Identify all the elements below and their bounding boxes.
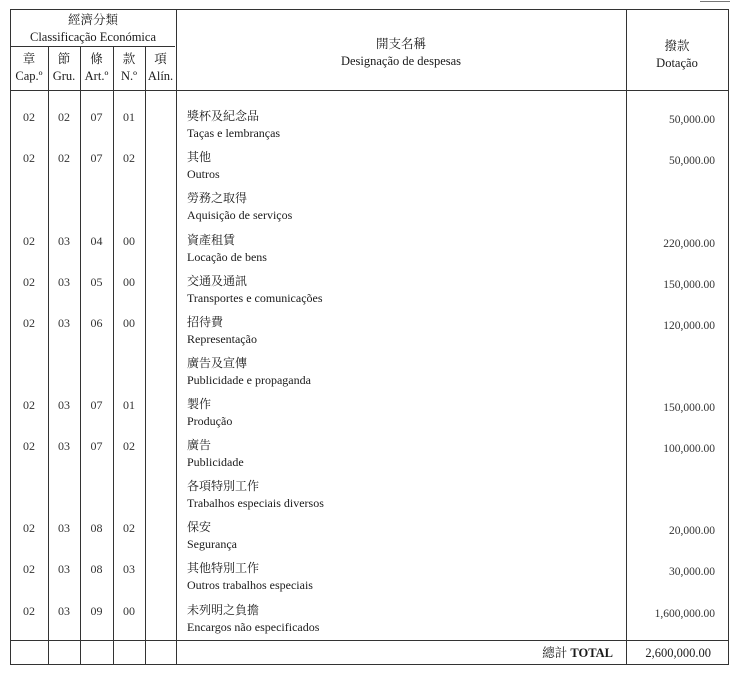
row-desc-pt: Segurança [187,537,237,551]
row-amount: 100,000.00 [663,443,715,455]
class-header-pt: Classificação Económica [30,30,156,44]
amount-header-pt: Dotação [656,56,698,70]
row-gru-code: 03 [58,521,70,535]
row-desc-pt: Outros [187,167,220,181]
amount-header-zh: 撥款 [664,39,690,53]
row-desc-zh: 其他特別工作 [187,561,260,575]
desc-header-pt: Designação de despesas [340,54,462,68]
row-amount: 1,600,000.00 [654,608,715,620]
n-header-zh: 款 [122,52,136,66]
row-desc-pt: Produção [187,414,233,428]
row-gru-code: 03 [58,316,70,330]
row-desc-zh: 各項特別工作 [187,479,260,493]
alin-header-zh: 項 [154,52,167,66]
row-amount: 50,000.00 [669,114,715,126]
row-art-code: 06 [90,316,103,330]
row-n-code: 03 [123,562,135,576]
row-art-code: 07 [90,439,103,453]
gru-header-zh: 節 [57,52,71,66]
row-desc-pt: Transportes e comunicações [187,291,323,305]
row-gru-code: 03 [58,562,70,576]
table-top-border [10,9,729,10]
row-desc-pt: Trabalhos especiais diversos [187,496,324,510]
row-gru-code: 03 [58,439,70,453]
row-amount: 20,000.00 [669,525,715,537]
row-art-code: 09 [90,604,103,618]
row-n-code: 02 [123,151,135,165]
row-desc-pt: Publicidade e propaganda [187,373,311,387]
row-desc-pt: Outros trabalhos especiais [187,578,313,592]
row-desc-zh: 廣告 [187,438,212,452]
row-desc-zh: 資產租賃 [187,233,236,247]
row-n-code: 02 [123,521,135,535]
art-header-zh: 條 [90,52,103,66]
row-amount: 220,000.00 [663,238,715,250]
row-cap-code: 02 [23,604,35,618]
alin-header-pt: Alín. [147,69,174,83]
row-desc-zh: 廣告及宣傳 [187,356,248,370]
row-art-code: 05 [90,275,103,289]
row-art-code: 08 [90,521,103,535]
row-cap-code: 02 [23,151,35,165]
row-gru-code: 02 [58,110,70,124]
row-cap-code: 02 [23,439,35,453]
table-right-border [728,9,729,665]
row-desc-zh: 交通及通訊 [187,274,248,288]
total-amount: 2,600,000.00 [645,646,711,660]
row-n-code: 00 [123,234,135,248]
cap-header-pt: Cap.º [15,69,43,83]
row-n-code: 01 [123,110,135,124]
row-cap-code: 02 [23,398,35,412]
row-n-code: 02 [123,439,135,453]
class-header-zh: 經濟分類 [67,13,118,27]
row-art-code: 07 [90,110,103,124]
row-cap-code: 02 [23,275,35,289]
col-rule-n [145,46,146,665]
row-art-code: 07 [90,151,103,165]
table-bottom-border [10,664,729,665]
row-cap-code: 02 [23,316,35,330]
corner-mark [700,1,730,2]
cap-header-zh: 章 [22,52,36,66]
row-desc-zh: 獎杯及紀念品 [187,109,260,123]
col-rule-alin [176,9,177,665]
row-desc-pt: Representação [187,332,257,346]
row-amount: 30,000.00 [669,566,715,578]
row-desc-zh: 其他 [187,150,212,164]
row-desc-zh: 未列明之負擔 [187,603,260,617]
row-n-code: 00 [123,316,135,330]
row-amount: 120,000.00 [663,320,715,332]
gru-header-pt: Gru. [52,69,76,83]
row-desc-zh: 勞務之取得 [187,191,248,205]
row-gru-code: 02 [58,151,70,165]
row-art-code: 08 [90,562,103,576]
row-n-code: 01 [123,398,135,412]
row-cap-code: 02 [23,521,35,535]
row-desc-zh: 保安 [187,520,212,534]
row-gru-code: 03 [58,398,70,412]
row-gru-code: 03 [58,275,70,289]
total-label-zh: 總計 [542,646,568,660]
row-art-code: 07 [90,398,103,412]
row-desc-pt: Aquisição de serviços [187,208,293,222]
row-n-code: 00 [123,604,135,618]
row-cap-code: 02 [23,562,35,576]
row-gru-code: 03 [58,234,70,248]
row-cap-code: 02 [23,110,35,124]
row-desc-zh: 招待費 [187,315,224,329]
row-desc-zh: 製作 [187,397,212,411]
header-bottom-rule [10,90,729,91]
total-top-rule [10,640,729,641]
row-amount: 150,000.00 [663,402,715,414]
row-art-code: 04 [90,234,103,248]
row-desc-pt: Publicidade [187,455,244,469]
total-label [176,647,613,660]
row-desc-pt: Encargos não especificados [187,620,320,634]
row-amount: 50,000.00 [669,155,715,167]
row-n-code: 00 [123,275,135,289]
desc-header-zh: 開支名稱 [375,37,426,51]
n-header-pt: N.º [120,69,138,83]
row-desc-pt: Locação de bens [187,250,267,264]
row-gru-code: 03 [58,604,70,618]
row-amount: 150,000.00 [663,279,715,291]
total-label-pt: TOTAL [570,646,613,660]
row-desc-pt: Taças e lembranças [187,126,281,140]
row-cap-code: 02 [23,234,35,248]
art-header-pt: Art.º [84,69,109,83]
class-subheader-rule [10,46,175,47]
